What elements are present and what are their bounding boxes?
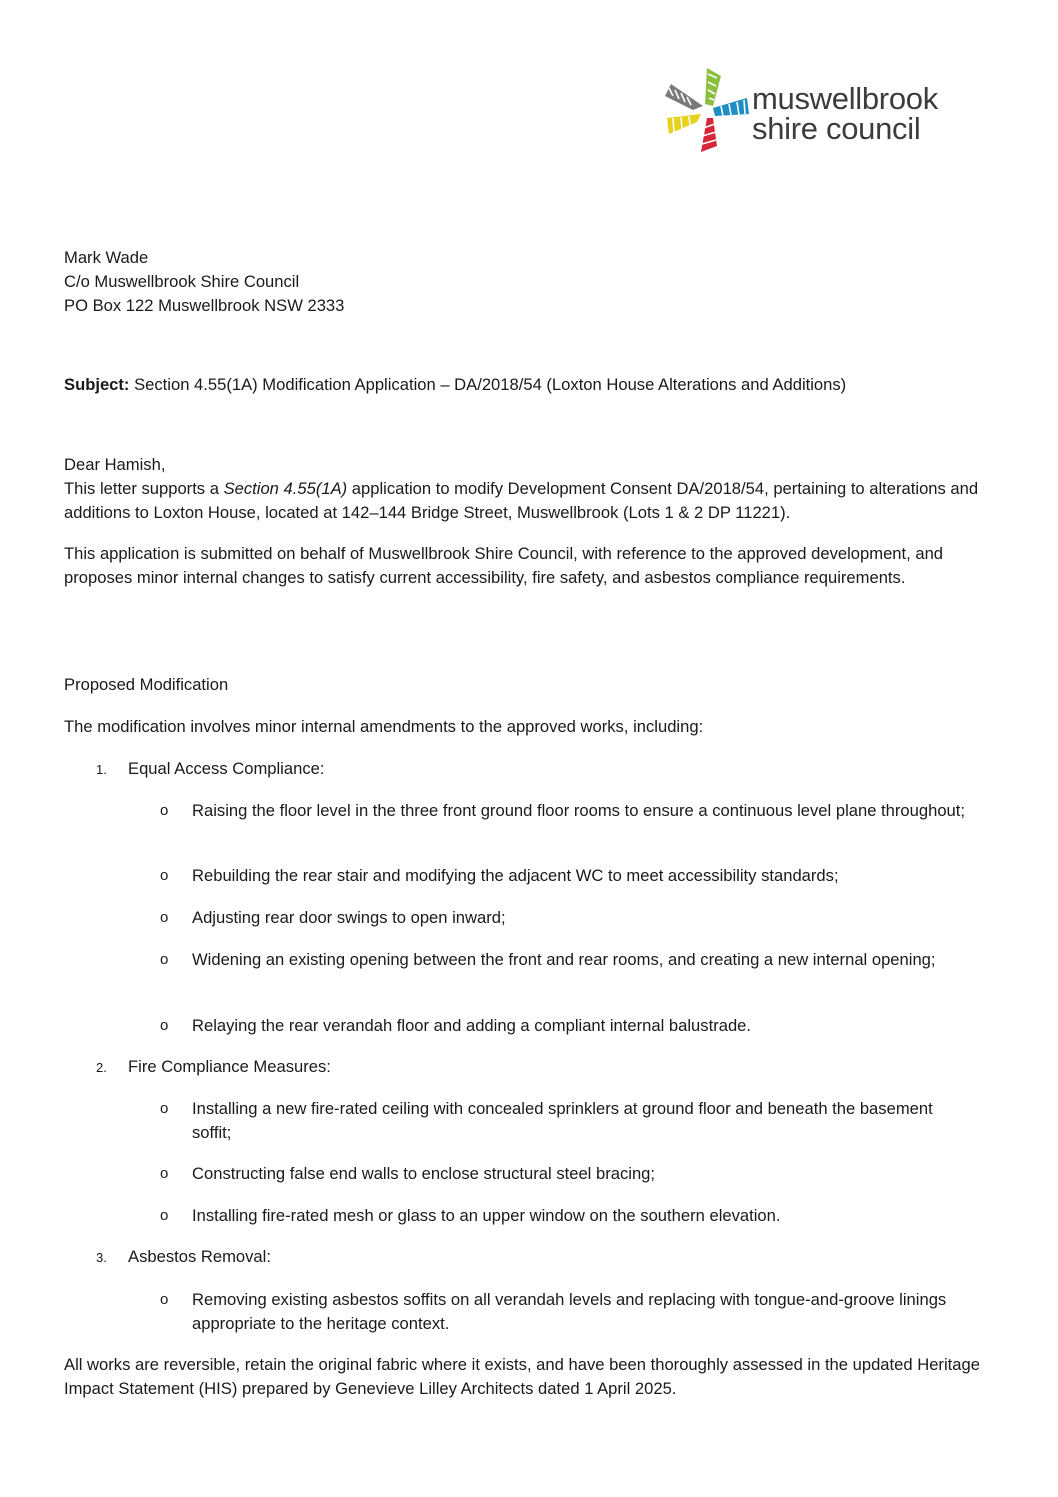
list-item: Raising the floor level in the three front ground floor rooms to ensure a continuous level plane throughout; — [192, 801, 966, 820]
logo-line-2: shire council — [752, 111, 921, 146]
subject-line — [64, 373, 846, 397]
list-title: Equal Access Compliance: — [128, 759, 325, 778]
bullet-icon: o — [160, 867, 169, 884]
recipient-name: Mark Wade — [64, 248, 149, 267]
list-item: Constructing false end walls to enclose structural steel bracing; — [192, 1164, 656, 1183]
subject-text: Section 4.55(1A) Modification Application – DA/2018/54 (Loxton House Alterations and Additions) — [129, 375, 847, 394]
recipient-address-line-1: C/o Muswellbrook Shire Council — [64, 272, 300, 291]
closing-paragraph: All works are reversible, retain the original fabric where it exists, and have been thoroughly assessed in the updated Heritage Impact Statement (HIS) prepared by Genevieve Lilley Architects dated 1 April 2025. — [64, 1355, 980, 1398]
list-item: Adjusting rear door swings to open inward; — [192, 908, 506, 927]
council-logo — [663, 62, 958, 158]
list-item: Relaying the rear verandah floor and adding a compliant internal balustrade. — [192, 1016, 752, 1035]
purpose-paragraph: This application is submitted on behalf of Muswellbrook Shire Council, with reference to the approved development, and proposes minor internal changes to satisfy current accessibility, fire safety, and asbestos compliance requirements. — [64, 544, 944, 587]
list-item: Removing existing asbestos soffits on all verandah levels and replacing with tongue-and-groove linings appropriate to the heritage context. — [192, 1290, 947, 1333]
list-number: 2. — [96, 1060, 107, 1075]
subject-label: Subject: — [64, 375, 130, 394]
bullet-icon: o — [160, 1165, 169, 1182]
section-heading: Proposed Modification — [64, 675, 229, 694]
bullet-icon: o — [160, 1207, 169, 1224]
bullet-icon: o — [160, 1017, 169, 1034]
list-item: Rebuilding the rear stair and modifying the adjacent WC to meet accessibility standards; — [192, 866, 839, 885]
intro-emphasis: Section 4.55(1A) — [223, 479, 348, 498]
list-title: Fire Compliance Measures: — [128, 1057, 331, 1076]
list-title: Asbestos Removal: — [128, 1247, 271, 1266]
list-item: Installing a new fire-rated ceiling with concealed sprinklers at ground floor and beneath the basement soffit; — [192, 1099, 933, 1142]
list-number: 3. — [96, 1250, 107, 1265]
bullet-icon: o — [160, 1100, 169, 1117]
lead-paragraph: The modification involves minor internal amendments to the approved works, including: — [64, 717, 704, 736]
list-item: Installing fire-rated mesh or glass to an upper window on the southern elevation. — [192, 1206, 781, 1225]
bullet-icon: o — [160, 802, 169, 819]
list-number: 1. — [96, 762, 107, 777]
star-logo-icon — [663, 62, 753, 158]
salutation: Dear Hamish, — [64, 455, 166, 474]
bullet-icon: o — [160, 951, 169, 968]
intro-paragraph — [64, 477, 999, 525]
logo-line-1: muswellbrook — [752, 81, 938, 116]
list-item: Widening an existing opening between the front and rear rooms, and creating a new internal opening; — [192, 950, 936, 969]
bullet-icon: o — [160, 909, 169, 926]
bullet-icon: o — [160, 1291, 169, 1308]
logo-wordmark — [752, 81, 938, 146]
recipient-address-line-2: PO Box 122 Muswellbrook NSW 2333 — [64, 296, 345, 315]
intro-after: application to modify Development Consent DA/2018/54, pertaining to alterations and additions to Loxton House, located at 142–144 Bridge Street, Muswellbrook (Lots 1 & 2 DP 11221). — [64, 479, 979, 522]
intro-before: This letter supports a — [64, 479, 224, 498]
